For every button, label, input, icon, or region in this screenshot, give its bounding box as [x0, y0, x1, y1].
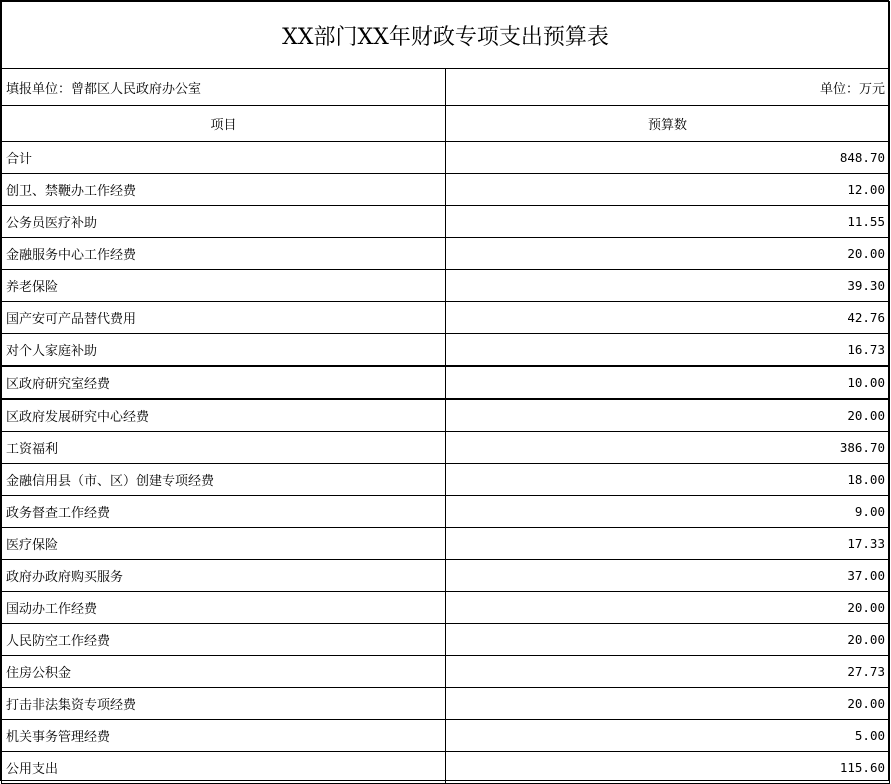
table-row	[2, 528, 890, 560]
table-row	[2, 464, 890, 496]
column-header-item: 项目	[2, 106, 446, 142]
table-row	[2, 206, 890, 238]
row-item-name: 对个人家庭补助	[2, 334, 446, 367]
info-row	[2, 69, 890, 106]
table-row	[2, 270, 890, 302]
row-budget-amount: 9.00	[446, 496, 890, 528]
row-budget-amount: 115.60	[446, 752, 890, 784]
column-header-row	[2, 106, 890, 142]
row-item-name: 区政府研究室经费	[2, 366, 446, 399]
row-item-name: 打击非法集资专项经费	[2, 688, 446, 720]
row-budget-amount: 18.00	[446, 464, 890, 496]
table-row	[2, 496, 890, 528]
row-budget-amount: 42.76	[446, 302, 890, 334]
column-header-budget: 预算数	[446, 106, 890, 142]
table-row	[2, 399, 890, 432]
filing-unit-label: 填报单位：曾都区人民政府办公室	[2, 69, 446, 106]
table-row	[2, 302, 890, 334]
row-budget-amount: 39.30	[446, 270, 890, 302]
row-item-name: 机关事务管理经费	[2, 720, 446, 752]
row-item-name: 人民防空工作经费	[2, 624, 446, 656]
table-row	[2, 656, 890, 688]
table-row	[2, 560, 890, 592]
row-budget-amount: 11.55	[446, 206, 890, 238]
row-budget-amount: 20.00	[446, 399, 890, 432]
table-row	[2, 688, 890, 720]
row-item-name: 政务督查工作经费	[2, 496, 446, 528]
table-row	[2, 334, 890, 367]
row-budget-amount: 27.73	[446, 656, 890, 688]
row-item-name: 住房公积金	[2, 656, 446, 688]
row-budget-amount: 12.00	[446, 174, 890, 206]
table-row	[2, 366, 890, 399]
row-item-name: 工资福利	[2, 432, 446, 464]
row-budget-amount: 20.00	[446, 688, 890, 720]
row-budget-amount: 10.00	[446, 366, 890, 399]
table-row	[2, 174, 890, 206]
table-row	[2, 752, 890, 784]
row-item-name: 医疗保险	[2, 528, 446, 560]
table-row	[2, 720, 890, 752]
table-row	[2, 624, 890, 656]
row-budget-amount: 17.33	[446, 528, 890, 560]
budget-table	[1, 1, 890, 784]
row-budget-amount: 5.00	[446, 720, 890, 752]
row-budget-amount: 20.00	[446, 238, 890, 270]
row-budget-amount: 20.00	[446, 592, 890, 624]
row-budget-amount: 848.70	[446, 142, 890, 174]
row-item-name: 公用支出	[2, 752, 446, 784]
row-budget-amount: 37.00	[446, 560, 890, 592]
row-item-name: 公务员医疗补助	[2, 206, 446, 238]
table-row	[2, 432, 890, 464]
row-item-name: 养老保险	[2, 270, 446, 302]
table-row	[2, 238, 890, 270]
title-row	[2, 2, 890, 69]
row-item-name: 区政府发展研究中心经费	[2, 399, 446, 432]
row-item-name: 国动办工作经费	[2, 592, 446, 624]
row-item-name: 合计	[2, 142, 446, 174]
row-item-name: 金融信用县（市、区）创建专项经费	[2, 464, 446, 496]
row-budget-amount: 16.73	[446, 334, 890, 367]
table-row	[2, 592, 890, 624]
row-item-name: 国产安可产品替代费用	[2, 302, 446, 334]
page-title: XX部门XX年财政专项支出预算表	[2, 2, 890, 69]
currency-unit-label: 单位：万元	[446, 69, 890, 106]
table-row	[2, 142, 890, 174]
row-budget-amount: 386.70	[446, 432, 890, 464]
row-item-name: 创卫、禁鞭办工作经费	[2, 174, 446, 206]
row-item-name: 政府办政府购买服务	[2, 560, 446, 592]
row-item-name: 金融服务中心工作经费	[2, 238, 446, 270]
row-budget-amount: 20.00	[446, 624, 890, 656]
